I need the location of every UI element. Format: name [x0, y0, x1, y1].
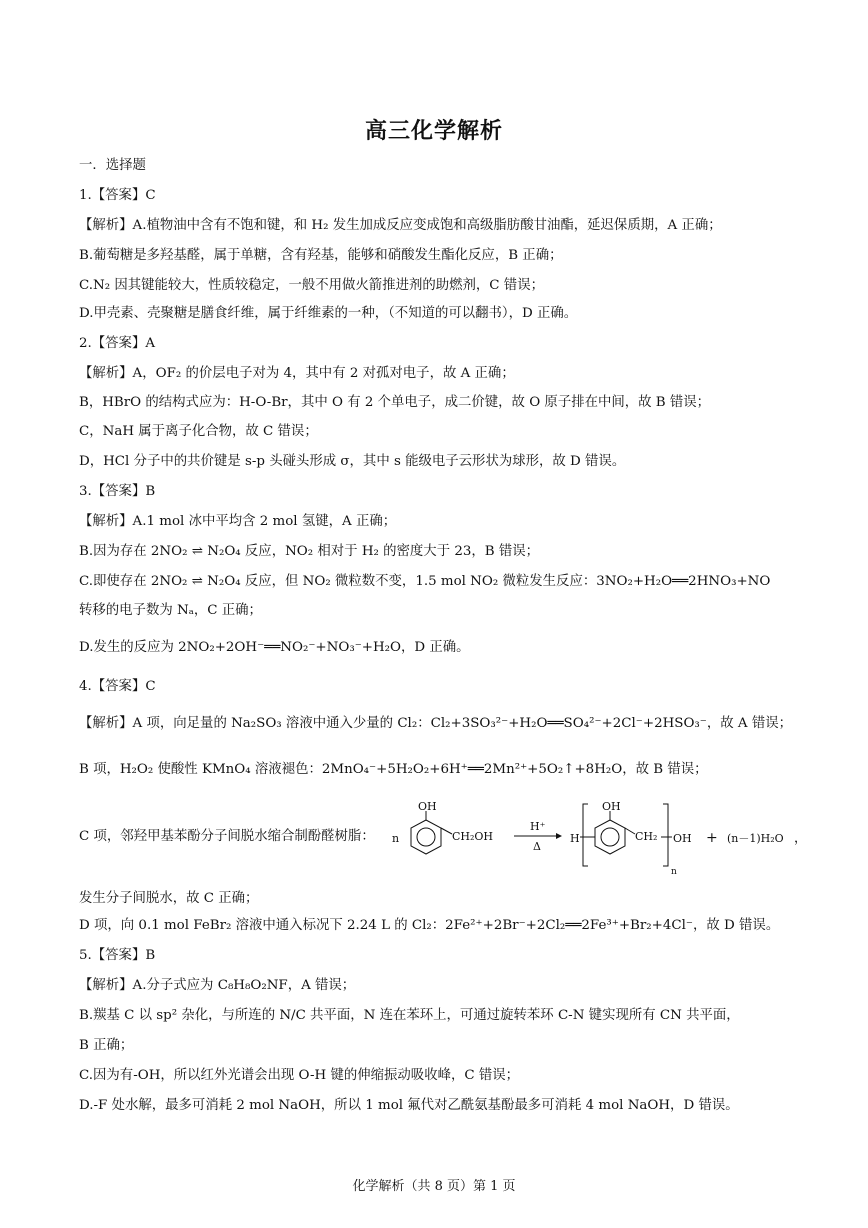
q3-analysis-line: B.因为存在 2NO₂ ⇌ N₂O₄ 反应，NO₂ 相对于 H₂ 的密度大于 23，B 错误；	[79, 544, 540, 559]
terminal-oh-label: OH	[673, 832, 692, 845]
catalyst-label: H⁺	[530, 820, 546, 833]
bracket-left-icon	[583, 804, 588, 866]
reaction-scheme	[384, 800, 814, 878]
q2-analysis-line: D，HCl 分子中的共价键是 s-p 头碰头形成 σ，其中 s 能级电子云形状为球形，故 D 错误。	[79, 454, 626, 469]
ch2oh-label: CH₂OH	[452, 830, 494, 843]
q5-analysis-line: 【解析】A.分子式应为 C₈H₈O₂NF，A 错误；	[79, 978, 356, 993]
bracket-right-icon	[661, 804, 672, 866]
q3-analysis-line: D.发生的反应为 2NO₂+2OH⁻══NO₂⁻+NO₃⁻+H₂O，D 正确。	[79, 640, 470, 655]
q2-analysis-line: B，HBrO 的结构式应为：H-O-Br，其中 O 有 2 个单电子，成二价键，故 O 原子排在中间，故 B 错误；	[79, 395, 711, 410]
q4-analysis-line: 发生分子间脱水，故 C 正确；	[79, 891, 259, 906]
q4-analysis-line: B 项，H₂O₂ 使酸性 KMnO₄ 溶液褪色：2MnO₄⁻+5H₂O₂+6H⁺══2Mn²⁺+5O₂↑+8H₂O，故 B 错误；	[79, 762, 708, 777]
q4-answer: 4.【答案】C	[79, 679, 156, 694]
q3-analysis-line: C.即使存在 2NO₂ ⇌ N₂O₄ 反应，但 NO₂ 微粒数不变，1.5 mol NO₂ 微粒发生反应：3NO₂+H₂O══2HNO₃+NO	[79, 574, 771, 589]
n-coefficient: n	[392, 832, 400, 845]
q4-analysis-line: 【解析】A 项，向足量的 Na₂SO₃ 溶液中通入少量的 Cl₂：Cl₂+3SO₃²⁻+H₂O══SO₄²⁻+2Cl⁻+2HSO₃⁻，故 A 错误；	[79, 716, 792, 731]
q3-analysis-line: 转移的电子数为 Nₐ，C 正确；	[79, 603, 262, 618]
q1-analysis-line: C.N₂ 因其键能较大，性质较稳定，一般不用做火箭推进剂的助燃剂，C 错误；	[79, 278, 544, 293]
q4-analysis-line: D 项，向 0.1 mol FeBr₂ 溶液中通入标况下 2.24 L 的 Cl₂：2Fe²⁺+2Br⁻+2Cl₂══2Fe³⁺+Br₂+4Cl⁻，故 D 错误。	[79, 918, 780, 933]
heat-label: Δ	[533, 840, 541, 853]
plus-sign: +	[706, 830, 718, 846]
q3-answer: 3.【答案】B	[79, 484, 156, 499]
ch2-label: CH₂	[635, 830, 658, 843]
reaction-arrow-icon	[514, 833, 562, 839]
hydroxyl-label: OH	[602, 800, 621, 813]
repeat-n-label: n	[671, 867, 677, 877]
q5-analysis-line: D.-F 处水解，最多可消耗 2 mol NaOH，所以 1 mol 氟代对乙酰氨基酚最多可消耗 4 mol NaOH，D 错误。	[79, 1098, 739, 1113]
q4-analysis-line: C 项，邻羟甲基苯酚分子间脱水缩合制酚醛树脂：	[79, 829, 375, 844]
q1-analysis-line: B.葡萄糖是多羟基醛，属于单糖，含有羟基，能够和硝酸发生酯化反应，B 正确；	[79, 248, 563, 263]
terminal-h-label: H	[570, 832, 580, 845]
benzene-ring-icon	[411, 811, 452, 854]
page-title: 高三化学解析	[364, 119, 503, 144]
q2-analysis-line: C，NaH 属于离子化合物，故 C 错误；	[79, 424, 318, 439]
hydroxyl-label: OH	[418, 800, 437, 813]
q1-analysis-line: D.甲壳素、壳聚糖是膳食纤维，属于纤维素的一种，（不知道的可以翻书），D 正确。	[79, 306, 578, 321]
q2-answer: 2.【答案】A	[79, 336, 156, 351]
page-footer: 化学解析（共 8 页）第 1 页	[352, 1179, 516, 1194]
q5-analysis-line: B.羰基 C 以 sp² 杂化，与所连的 N/C 共平面，N 连在苯环上，可通过旋转苯环 C-N 键实现所有 CN 共平面，	[79, 1008, 740, 1023]
q1-analysis-line: 【解析】A.植物油中含有不饱和键，和 H₂ 发生加成反应变成饱和高级脂肪酸甘油酯，延迟保质期，A 正确；	[79, 218, 722, 233]
phenolic-resin-reaction	[79, 800, 819, 878]
q2-analysis-line: 【解析】A，OF₂ 的价层电子对为 4，其中有 2 对孤对电子，故 A 正确；	[79, 366, 515, 381]
q5-analysis-line: B 正确；	[79, 1038, 134, 1053]
q1-answer: 1.【答案】C	[79, 188, 156, 203]
water-label: (n－1)H₂O	[727, 832, 784, 845]
section-heading: 一．选择题	[79, 158, 146, 173]
benzene-ring-icon	[580, 811, 635, 854]
q5-answer: 5.【答案】B	[79, 948, 156, 963]
q5-analysis-line: C.因为有-OH，所以红外光谱会出现 O-H 键的伸缩振动吸收峰，C 错误；	[79, 1068, 520, 1083]
comma-label: ，	[794, 831, 808, 846]
q3-analysis-line: 【解析】A.1 mol 冰中平均含 2 mol 氢键，A 正确；	[79, 514, 397, 529]
